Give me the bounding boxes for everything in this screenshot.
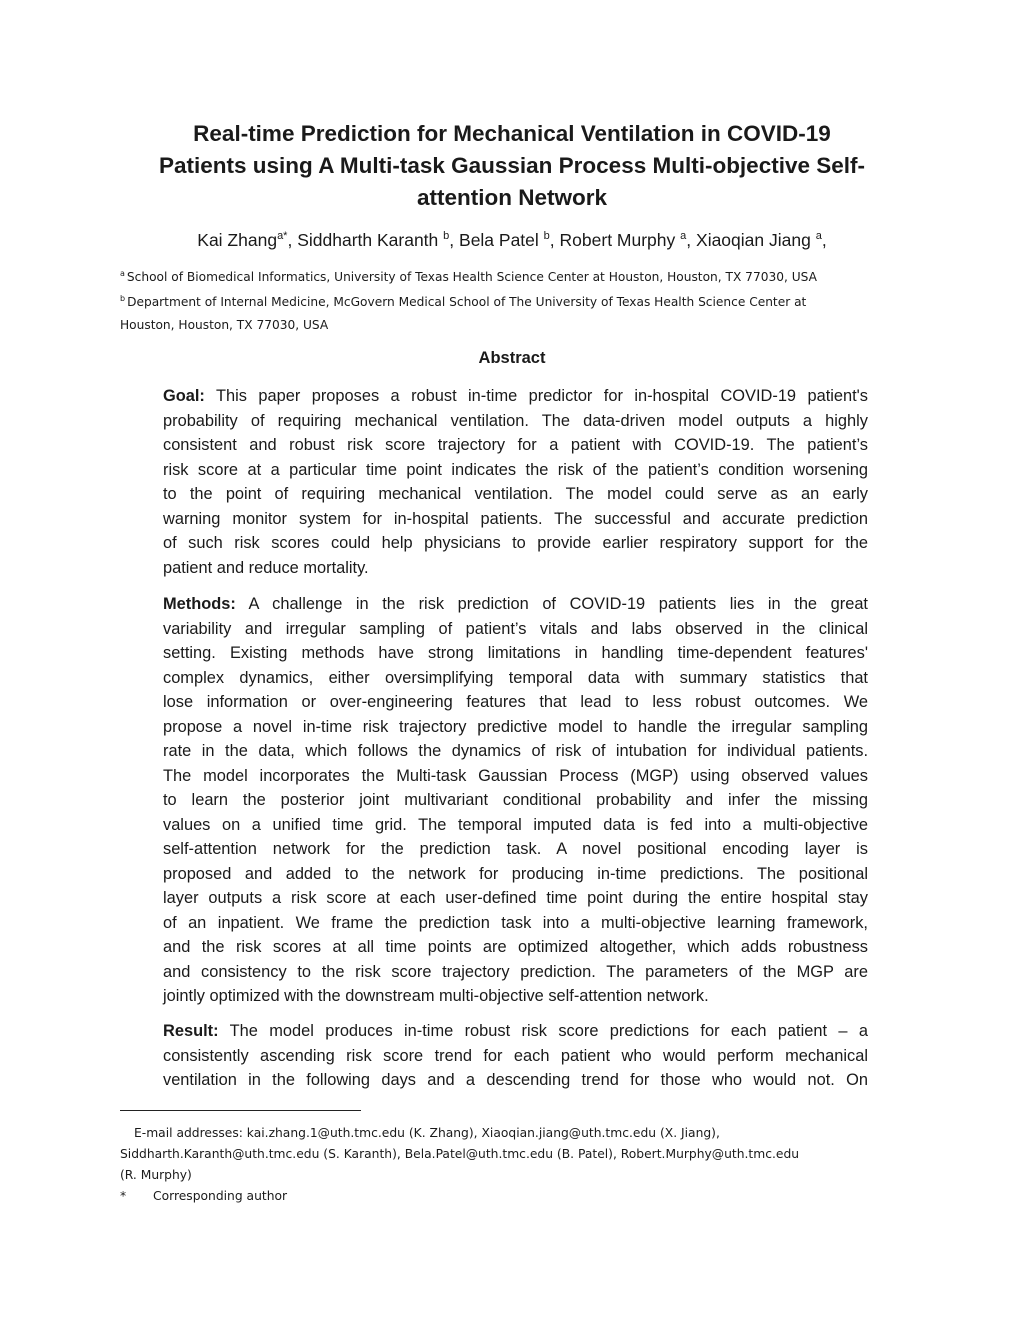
author-name: Siddharth Karanth bbox=[297, 230, 439, 250]
author-name: Bela Patel bbox=[459, 230, 539, 250]
author-affiliation-marker: a bbox=[680, 230, 687, 242]
paragraph-line: complex dynamics, either oversimplifying temporal data with summary statistics that bbox=[163, 668, 868, 687]
title-line: Real-time Prediction for Mechanical Ventilation in COVID-19 bbox=[193, 121, 831, 146]
affiliation-line bbox=[120, 266, 910, 289]
abstract-result-paragraph bbox=[163, 1019, 868, 1093]
paragraph-line: self-attention network for the prediction task. A novel positional encoding layer is bbox=[163, 840, 868, 858]
author-separator: , bbox=[287, 230, 298, 250]
affiliation-marker: a bbox=[120, 269, 125, 278]
author-separator: , bbox=[549, 230, 560, 250]
author-affiliation-marker: b bbox=[443, 230, 450, 242]
author-list bbox=[120, 226, 904, 254]
paragraph-line: Result: The model produces in-time robust risk score predictions for each patient – a bbox=[163, 1022, 868, 1040]
paragraph-line: rate in the data, which follows the dynamics of risk of intubation for individual patients. bbox=[163, 742, 868, 760]
paragraph-line: variability and irregular sampling of patient’s vitals and labs observed in the clinical bbox=[163, 619, 868, 638]
author-name: Robert Murphy bbox=[559, 230, 676, 250]
paragraph-line: of an inpatient. We frame the prediction task into a multi-objective learning framework, bbox=[163, 913, 868, 932]
paragraph-line: probability of requiring mechanical ventilation. The data-driven model outputs a highly bbox=[163, 411, 868, 430]
paragraph-line: ventilation in the following days and a descending trend for those who would not. On bbox=[163, 1071, 868, 1089]
affiliation-a bbox=[120, 266, 910, 289]
paragraph-line: Goal: This paper proposes a robust in-time predictor for in-hospital COVID-19 patient's bbox=[163, 387, 868, 405]
title-line: Patients using A Multi-task Gaussian Process Multi-objective Self- bbox=[159, 153, 865, 178]
methods-label: Methods: bbox=[163, 595, 236, 613]
footnotes bbox=[120, 1123, 910, 1207]
affiliation-text: Department of Internal Medicine, McGovern Medical School of The University of Texas Health Science Center at bbox=[127, 295, 807, 309]
author-name: Xiaoqian Jiang bbox=[696, 230, 811, 250]
abstract-methods-paragraph bbox=[163, 592, 868, 1009]
paragraph-line: risk score at a particular time point indicates the risk of the patient’s condition worsening bbox=[163, 460, 868, 479]
paragraph-line: layer outputs a risk score at each user-defined time point during the entire hospital stay bbox=[163, 889, 868, 907]
abstract-goal-paragraph bbox=[163, 384, 868, 580]
paper-title bbox=[120, 118, 904, 214]
author-separator: , bbox=[821, 230, 827, 250]
author-affiliation-marker: a bbox=[815, 230, 822, 242]
email-footnote: Siddharth.Karanth@uth.tmc.edu (S. Karanth), Bela.Patel@uth.tmc.edu (B. Patel), Robert.Murphy@uth.tmc.edu bbox=[120, 1147, 800, 1161]
affiliation-line bbox=[120, 291, 910, 314]
affiliation-text: School of Biomedical Informatics, University of Texas Health Science Center at Houston, Houston, TX 77030, USA bbox=[126, 270, 817, 284]
author-affiliation-marker: b bbox=[543, 230, 550, 242]
footnote-divider bbox=[120, 1110, 361, 1111]
author-affiliation-marker: a* bbox=[277, 230, 288, 242]
title-line: attention Network bbox=[416, 185, 607, 210]
paragraph-line: and consistency to the risk score trajectory prediction. The parameters of the MGP are bbox=[163, 962, 868, 981]
author-separator: , bbox=[449, 230, 460, 250]
paragraph-line: jointly optimized with the downstream multi-objective self-attention network. bbox=[163, 987, 709, 1005]
paragraph-line: to learn the posterior joint multivariant conditional probability and infer the missing bbox=[163, 791, 868, 809]
paragraph-line: and the risk scores at all time points are optimized altogether, which adds robustness bbox=[163, 938, 868, 956]
paragraph-line: patient and reduce mortality. bbox=[163, 558, 369, 577]
paragraph-line: values on a unified time grid. The temporal imputed data is fed into a multi-objective bbox=[163, 815, 868, 834]
abstract-heading: Abstract bbox=[478, 349, 546, 367]
author-separator: , bbox=[686, 230, 697, 250]
paragraph-line: to the point of requiring mechanical ventilation. The model could serve as an early bbox=[163, 485, 868, 503]
paragraph-line: proposed and added to the network for producing in-time predictions. The positional bbox=[163, 864, 868, 883]
corresponding-author-footnote bbox=[120, 1186, 910, 1207]
asterisk-marker: * bbox=[120, 1189, 127, 1203]
goal-label: Goal: bbox=[163, 387, 205, 405]
paragraph-line: warning monitor system for in-hospital patients. The successful and accurate prediction bbox=[163, 509, 868, 528]
paragraph-line: setting. Existing methods have strong limitations in handling time-dependent features' bbox=[163, 644, 868, 662]
affiliation-line: Houston, Houston, TX 77030, USA bbox=[120, 318, 329, 332]
paragraph-line: The model incorporates the Multi-task Gaussian Process (MGP) using observed values bbox=[163, 766, 868, 785]
result-label: Result: bbox=[163, 1022, 219, 1040]
paragraph-line: of such risk scores could help physicians to provide earlier respiratory support for the bbox=[163, 534, 868, 552]
affiliation-marker: b bbox=[120, 294, 126, 303]
paragraph-line: consistent and robust risk score trajectory for a patient with COVID-19. The patient’s bbox=[163, 436, 868, 454]
email-footnote: E-mail addresses: kai.zhang.1@uth.tmc.edu (K. Zhang), Xiaoqian.jiang@uth.tmc.edu (X. Jiang), bbox=[134, 1126, 720, 1140]
paragraph-line: consistently ascending risk score trend for each patient who would perform mechanical bbox=[163, 1046, 868, 1065]
author-name: Kai Zhang bbox=[197, 230, 278, 250]
affiliation-b bbox=[120, 291, 910, 337]
paragraph-line: propose a novel in-time risk trajectory predictive model to handle the irregular sampling bbox=[163, 717, 868, 736]
corresponding-author-text: Corresponding author bbox=[153, 1189, 288, 1203]
email-footnote: (R. Murphy) bbox=[120, 1168, 192, 1182]
paragraph-line: Methods: A challenge in the risk prediction of COVID-19 patients lies in the great bbox=[163, 595, 868, 613]
paragraph-line: lose information or over-engineering features that lead to less robust outcomes. We bbox=[163, 693, 868, 711]
